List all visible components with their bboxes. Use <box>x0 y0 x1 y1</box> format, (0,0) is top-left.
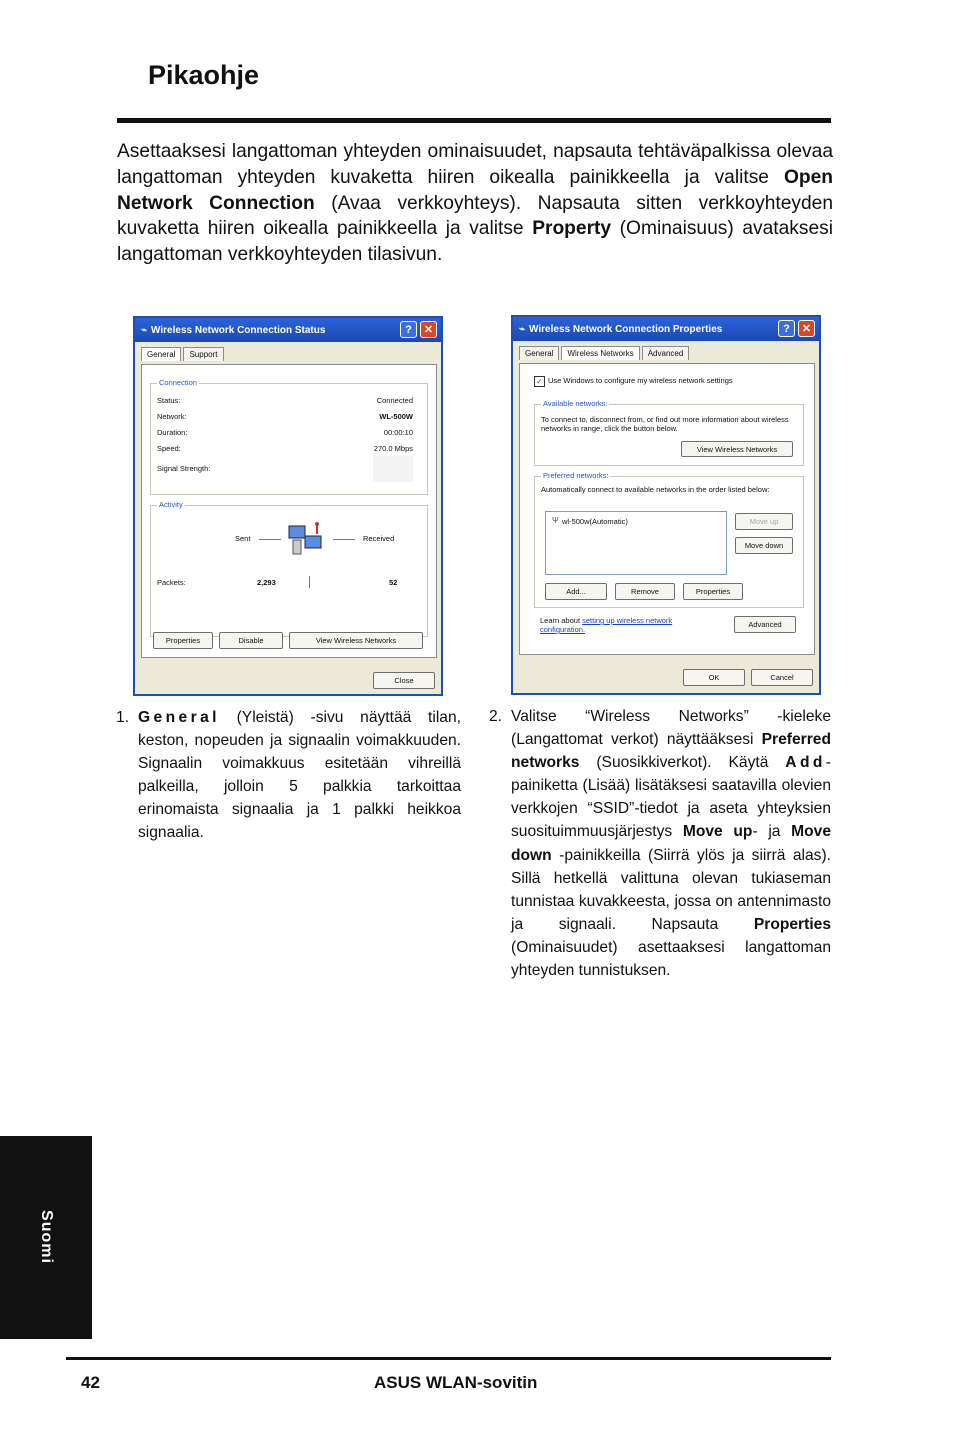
available-legend: Available networks: <box>543 399 608 408</box>
move-down-button[interactable]: Move down <box>735 537 793 554</box>
caption-2-bold-preferred: Preferred networks <box>511 731 831 772</box>
connection-legend: Connection <box>159 378 197 387</box>
caption-2-text-5: -painikkeilla (Siirrä ylös ja siirrä alas). Sillä hetkellä valittuna olevan tukiaseman tunnistaa kuvakkeesta, jossa on antennimasto ja signaali. Napsauta <box>511 846 831 933</box>
bottom-rule <box>66 1357 831 1360</box>
learn-prefix: Learn about <box>540 616 583 625</box>
packets-sent-value: 2,293 <box>257 578 276 587</box>
close-icon[interactable]: ✕ <box>420 321 437 338</box>
advanced-button[interactable]: Advanced <box>734 616 796 633</box>
cancel-button[interactable]: Cancel <box>751 669 813 686</box>
network-icon: ⌁ <box>519 323 526 335</box>
use-windows-label: Use Windows to configure my wireless network settings <box>548 376 733 385</box>
general-panel <box>141 364 437 658</box>
caption-2-text-2: (Suosikkiverkot). Käytä <box>579 754 786 772</box>
move-up-button[interactable]: Move up <box>735 513 793 530</box>
caption-2-bold-properties: Properties <box>753 915 831 933</box>
caption-1-text: (Yleistä) -sivu näyttää tilan, keston, nopeuden ja signaalin voimakkuuden. Signaalin voimakkuus esitetään vihreillä palkeilla, jolloin 5 palkkia tarkoittaa erinomaista signaalia ja 1 palkki heikkoa signaalia. <box>138 709 461 842</box>
duration-value: 00:00:10 <box>383 428 413 437</box>
intro-text-1: Asettaaksesi langattoman yhteyden ominaisuudet, napsauta tehtäväpalkissa olevaa langattoman yhteyden kuvaketta hiiren oikealla painikkeella ja valitse <box>117 141 833 188</box>
page-number: 42 <box>81 1373 100 1392</box>
intro-paragraph <box>117 139 833 268</box>
duration-label: Duration: <box>157 428 188 437</box>
help-icon[interactable]: ? <box>400 321 417 338</box>
tab-general[interactable]: General <box>519 346 559 360</box>
remove-button[interactable]: Remove <box>615 583 675 600</box>
properties-dialog-title: Wireless Network Connection Properties <box>529 323 723 335</box>
status-value: Connected <box>376 396 413 405</box>
intro-bold-property: Property <box>532 218 612 240</box>
status-dialog-title: Wireless Network Connection Status <box>151 324 326 336</box>
status-dialog-titlebar <box>135 318 441 342</box>
help-icon[interactable]: ? <box>778 320 795 337</box>
network-label: Network: <box>157 412 187 421</box>
add-button[interactable]: Add... <box>545 583 607 600</box>
intro-text-2: (Avaa verkkoyhteys). Napsauta sitten verkkoyhteyden kuvaketta hiiren oikealla painikkeella ja valitse <box>117 192 833 240</box>
received-label: Received <box>363 534 395 543</box>
properties-button[interactable]: Properties <box>153 632 213 649</box>
learn-link[interactable]: setting up wireless network configuration. <box>540 616 673 634</box>
packets-label: Packets: <box>157 578 186 587</box>
speed-label: Speed: <box>157 444 181 453</box>
caption-2-text-1: Valitse “Wireless Networks” -kieleke (Langattomat verkot) näyttääksesi <box>511 708 831 749</box>
packets-divider <box>309 576 310 588</box>
footer-title: ASUS WLAN-sovitin <box>374 1373 538 1392</box>
caption-2-bold-move-up: Move up <box>682 823 753 841</box>
wireless-networks-panel <box>519 363 815 655</box>
use-windows-checkbox[interactable]: ✓ <box>534 376 545 387</box>
preferred-text: Automatically connect to available networks in the order listed below: <box>541 485 770 494</box>
learn-about-text <box>540 616 700 634</box>
caption-2-bold-move-down: Move down <box>511 823 831 864</box>
page-title: Pikaohje <box>148 60 260 90</box>
received-line <box>333 539 355 540</box>
preferred-networks-list[interactable] <box>545 511 727 575</box>
disable-button[interactable]: Disable <box>219 632 283 649</box>
tab-support[interactable]: Support <box>183 347 223 361</box>
available-text: To connect to, disconnect from, or find out more information about wireless networks in range, click the button below. <box>541 415 789 433</box>
top-rule <box>117 118 831 123</box>
caption-2-bold-add: Add <box>785 754 826 772</box>
signal-label: Signal Strength: <box>157 464 211 473</box>
language-side-tab <box>0 1136 92 1339</box>
activity-legend: Activity <box>159 500 183 509</box>
connection-group <box>150 378 428 495</box>
caption-1-number: 1. <box>116 709 130 726</box>
view-wireless-networks-button[interactable]: View Wireless Networks <box>289 632 423 649</box>
caption-2-text-3: -painiketta (Lisää) lisätäksesi saatavilla olevien verkkojen “SSID”-tiedot ja aseta yhteyksien suosituimmuusjärjestys <box>511 754 831 841</box>
intro-bold-open-network: Open Network Connection <box>117 166 833 214</box>
side-tab-label: Suomi <box>38 1210 55 1264</box>
network-list-item[interactable]: wl-500w(Automatic) <box>562 517 628 526</box>
intro-text-3: (Ominaisuus) avataksesi langattoman verkkoyhteyden tilasivun. <box>117 218 833 266</box>
sent-line <box>259 539 281 540</box>
network-icon: ⌁ <box>141 324 148 336</box>
caption-1-bold-general: General <box>138 709 220 726</box>
activity-group <box>150 500 428 637</box>
signal-bars-area <box>373 456 413 482</box>
close-button[interactable]: Close <box>373 672 435 689</box>
available-networks-group <box>534 399 804 466</box>
properties-button[interactable]: Properties <box>683 583 743 600</box>
status-dialog-screenshot <box>133 316 443 696</box>
tab-advanced[interactable]: Advanced <box>642 346 690 360</box>
caption-2-text-4: - ja <box>752 823 792 841</box>
preferred-networks-group <box>534 471 804 608</box>
antenna-icon: Ψ <box>552 516 559 525</box>
close-icon[interactable]: ✕ <box>798 320 815 337</box>
preferred-legend: Preferred networks: <box>543 471 609 480</box>
tab-general[interactable]: General <box>141 347 181 361</box>
properties-dialog-titlebar <box>513 317 819 341</box>
status-label: Status: <box>157 396 181 405</box>
network-value: WL-500W <box>379 412 413 421</box>
computers-icon <box>287 520 327 560</box>
caption-2-text-6: (Ominaisuudet) asettaaksesi langattoman yhteyden tunnistuksen. <box>511 938 831 980</box>
ok-button[interactable]: OK <box>683 669 745 686</box>
tab-wireless-networks[interactable]: Wireless Networks <box>561 346 639 360</box>
sent-label: Sent <box>235 534 251 543</box>
caption-2 <box>489 705 831 982</box>
view-wireless-networks-button[interactable]: View Wireless Networks <box>681 441 793 457</box>
packets-received-value: 52 <box>389 578 398 587</box>
properties-dialog-screenshot <box>511 315 821 695</box>
speed-value: 270.0 Mbps <box>373 444 413 453</box>
caption-2-number: 2. <box>489 708 503 725</box>
caption-1 <box>116 706 461 845</box>
